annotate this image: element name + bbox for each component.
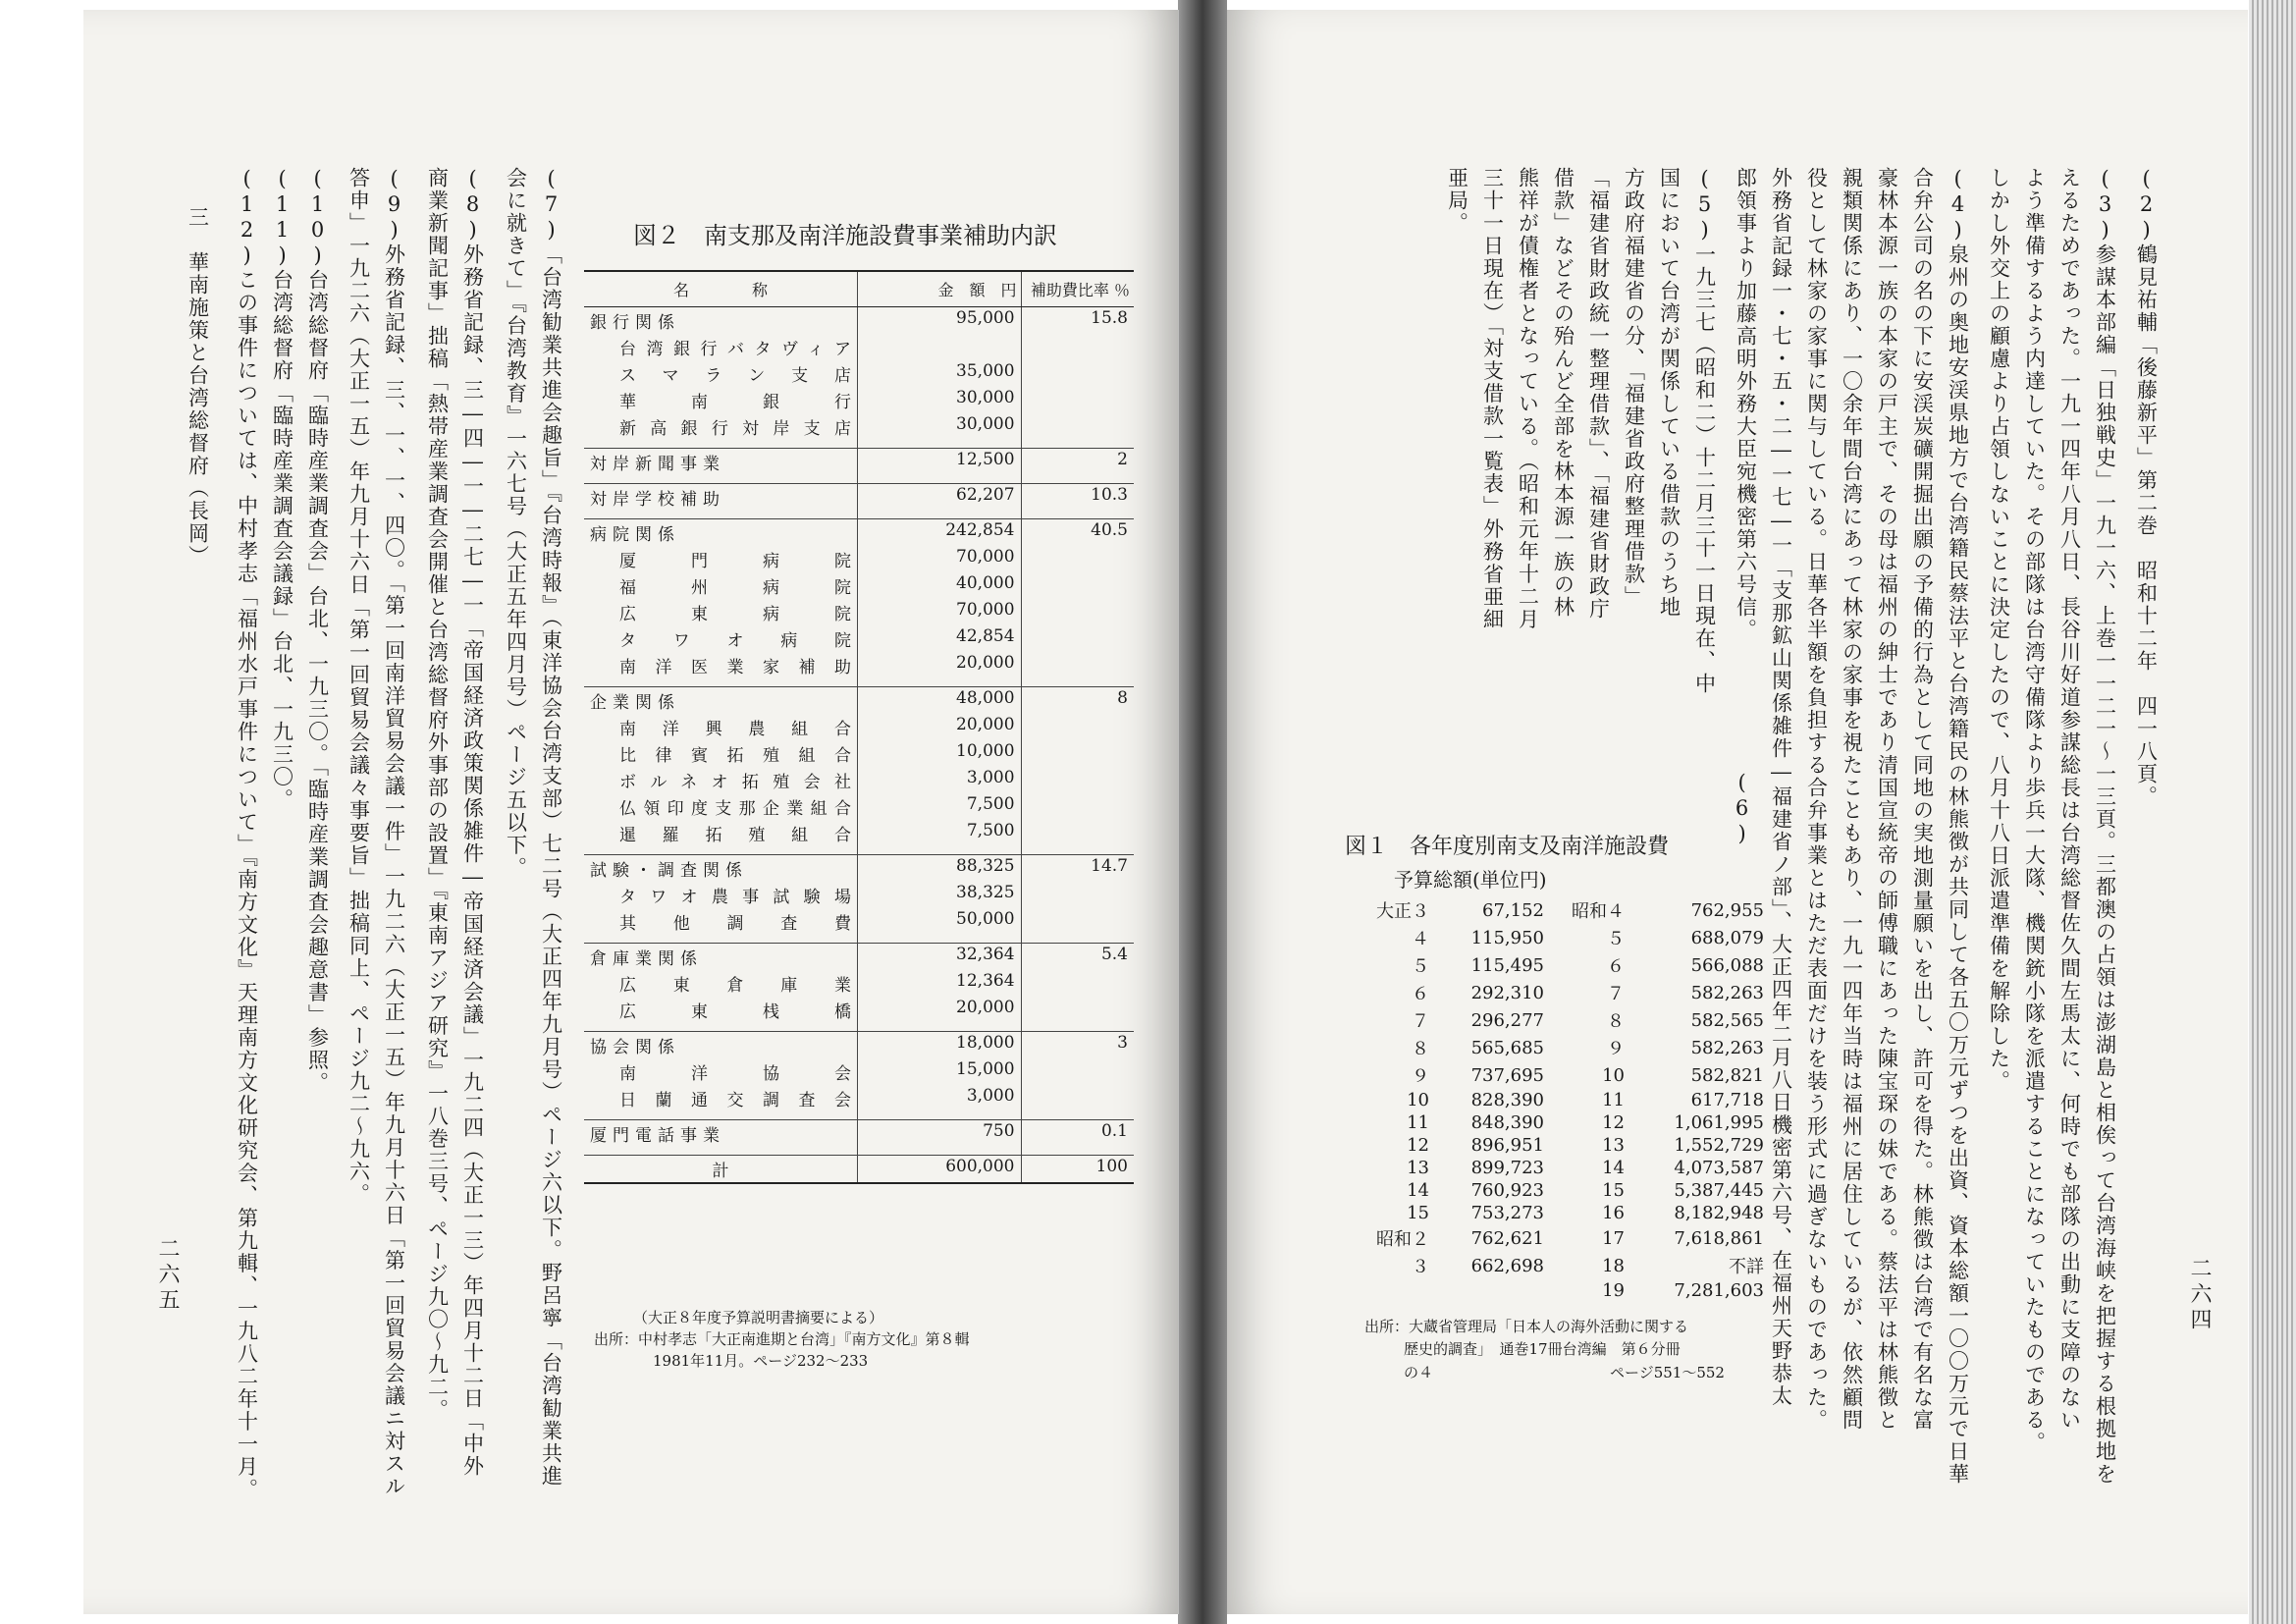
amount-cell: 38,325 <box>857 882 1021 908</box>
year-cell <box>1355 1279 1435 1302</box>
amount-cell: 40,000 <box>857 572 1021 599</box>
table-row <box>1355 1134 1770 1157</box>
note-line: 熊祥が債権者となっている。（昭和元年十二月 <box>1516 167 1540 631</box>
amount-cell: 10,000 <box>857 740 1021 767</box>
note-line: (5)一九三七（昭和二）十二月三十一日現在、中 <box>1692 167 1717 695</box>
table-row <box>584 334 1134 360</box>
table-row <box>584 387 1134 413</box>
year-cell: 17 <box>1602 1227 1625 1249</box>
note-marker: (4) <box>1946 167 1970 244</box>
table-row <box>584 484 1134 512</box>
table-row <box>584 687 1134 715</box>
table-row <box>584 599 1134 625</box>
table-row <box>1355 1034 1770 1061</box>
table-row <box>1355 924 1770 951</box>
item-name: 福州病院 <box>619 578 851 598</box>
table-group <box>584 484 1134 519</box>
ratio-cell: 15.8 <box>1091 308 1128 328</box>
running-head: 三 華南施策と台湾総督府（長岡） <box>186 206 210 568</box>
note-line: 外務省記録一・七・五・二―一七―一「支那鉱山関係雑件―福建省ノ部」、大正四年二月八日機密第六号、在福州天野恭太 <box>1769 167 1793 1408</box>
fig1-table <box>1355 896 1770 1302</box>
value-cell: 760,923 <box>1470 1180 1544 1201</box>
table-row <box>584 1032 1134 1059</box>
table-row <box>584 882 1134 908</box>
note-line: (10)台湾総督府「臨時産業調査会」台北、一九三〇。「臨時産業調査会趣意書」参照。 <box>305 167 330 1095</box>
table-row <box>584 546 1134 572</box>
right-page <box>1227 10 2248 1614</box>
table-row <box>584 767 1134 793</box>
table-row <box>1355 1252 1770 1279</box>
category-name: 病院関係 <box>584 519 857 547</box>
table-group <box>584 687 1134 855</box>
fig2-title: 図２ 南支那及南洋施設費事業補助内訳 <box>633 222 1057 249</box>
total-ratio: 100 <box>1095 1157 1128 1176</box>
table-group <box>584 449 1134 484</box>
table-row <box>1355 1111 1770 1134</box>
note-line: しかし外交上の顧慮より占領しないことに決定したので、八月十八日派遣準備を解除した。 <box>1987 167 2011 1093</box>
amount-cell: 32,364 <box>857 944 1021 971</box>
note-marker: (9) <box>382 167 406 244</box>
page-edges <box>2249 0 2296 1624</box>
year-cell: ４ <box>1412 929 1429 949</box>
fig1 <box>1345 830 1770 1302</box>
value-cell: 4,073,587 <box>1674 1158 1764 1178</box>
amount-cell: 750 <box>857 1120 1021 1148</box>
note-line: (8)外務省記録、三―四―一―二七―一「帝国経済政策関係雑件―帝国経済会議」一九二四（大正一三）年四月十二日「中外 <box>460 167 485 1478</box>
amount-cell: 50,000 <box>857 908 1021 935</box>
item-name: 台湾銀行バタヴィア <box>619 340 851 359</box>
item-name: 新高銀行対岸支店 <box>619 419 851 439</box>
table-row <box>584 413 1134 440</box>
amount-cell: 95,000 <box>857 307 1021 335</box>
amount-cell: 30,000 <box>857 413 1021 440</box>
value-cell: 582,263 <box>1690 1037 1764 1058</box>
value-cell: 5,387,445 <box>1674 1180 1764 1201</box>
item-name: タワオ病院 <box>619 631 851 651</box>
table-row <box>584 307 1134 335</box>
amount-cell: 70,000 <box>857 599 1021 625</box>
item-name: 仏領印度支那企業組合 <box>619 799 851 819</box>
note-line: 郎領事より加藤高明外務大臣宛機密第六号信。 <box>1734 167 1758 641</box>
category-name: 銀行関係 <box>584 307 857 335</box>
year-cell: 12 <box>1407 1135 1429 1156</box>
header-name: 名 称 <box>584 271 857 307</box>
table-row <box>584 572 1134 599</box>
note-line: 三十一日現在）「対支借款一覧表」外務省亜細 <box>1480 167 1505 631</box>
table-row <box>584 449 1134 476</box>
table-row <box>584 360 1134 387</box>
amount-cell: 12,500 <box>857 449 1021 476</box>
table-row <box>1355 979 1770 1006</box>
note-marker: (8) <box>460 167 485 244</box>
year-cell: ５ <box>1607 929 1625 949</box>
note-marker: (10) <box>305 167 330 269</box>
amount-cell: 20,000 <box>857 997 1021 1023</box>
value-cell: 828,390 <box>1470 1090 1544 1110</box>
note-line: (2)鶴見祐輔「後藤新平」第二巻 昭和十二年 四一八頁。 <box>2134 167 2159 808</box>
table-group <box>584 944 1134 1032</box>
category-name: 試験・調査関係 <box>584 855 857 883</box>
year-cell: ８ <box>1607 1011 1625 1032</box>
year-cell: 昭和２ <box>1376 1229 1429 1250</box>
value-cell: 1,552,729 <box>1674 1135 1764 1156</box>
ratio-cell: 2 <box>1117 450 1128 469</box>
note-line: 亜局。 <box>1445 167 1469 235</box>
value-cell: 688,079 <box>1690 927 1764 948</box>
note-line: (7)「台湾勧業共進会趣旨」『台湾時報』（東洋協会台湾支部）七二号（大正四年九月号）ページ六以下。野呂寧「台湾勧業共進 <box>539 167 563 1488</box>
table-row <box>584 908 1134 935</box>
item-name: 広東桟橋 <box>619 1002 851 1022</box>
table-row <box>1355 1202 1770 1224</box>
value-cell: 7,618,861 <box>1674 1227 1764 1249</box>
table-row <box>584 1085 1134 1111</box>
item-name: 厦門病院 <box>619 552 851 571</box>
amount-cell: 3,000 <box>857 767 1021 793</box>
year-cell: 15 <box>1407 1203 1429 1223</box>
note-line: 借款」などその殆んど全部を林本源一族の林 <box>1551 167 1575 619</box>
table-row <box>584 1120 1134 1148</box>
table-row <box>584 652 1134 678</box>
year-cell: ９ <box>1607 1039 1625 1059</box>
note-line: 答申」一九二六（大正一五）年九月十六日「第一回貿易会議々事要旨」拙稿同上、ページ九二～九六。 <box>347 167 371 1206</box>
amount-cell: 12,364 <box>857 970 1021 997</box>
item-name: 南洋医業家補助 <box>619 658 851 677</box>
amount-cell: 42,854 <box>857 625 1021 652</box>
note-line: 役として林家の家事に関与している。日華各半額を負担する合弁事業とはただ表面だけを装う形式に過ぎないものであった。 <box>1804 167 1829 1432</box>
book-gutter <box>1178 0 1227 1624</box>
table-group <box>584 519 1134 687</box>
item-name: 広東倉庫業 <box>619 976 851 996</box>
note-line: (3)参謀本部編「日独戦史」一九一六、上巻一一二一～一三頁。三都澳の占領は澎湖島と相俟って台湾海峡を把握する根拠地を <box>2093 167 2117 1486</box>
year-cell: 19 <box>1602 1280 1625 1301</box>
table-row <box>584 944 1134 971</box>
total-row <box>584 1156 1134 1184</box>
table-row <box>584 1058 1134 1085</box>
value-cell: 115,950 <box>1470 927 1544 948</box>
note-line: (4)泉州の奥地安渓県地方で台湾籍民蔡法平と台湾籍民の林熊徴が共同して各五〇万元ずつを出資、資本総額一〇〇万元で日華 <box>1946 167 1970 1486</box>
header-ratio: 補助費比率 ％ <box>1021 271 1134 307</box>
table-row <box>584 519 1134 547</box>
value-cell: 899,723 <box>1470 1158 1544 1178</box>
value-cell: 115,495 <box>1470 954 1544 976</box>
value-cell: 8,182,948 <box>1674 1203 1764 1223</box>
note-line: えるためであった。一九一四年八月八日、長谷川好道参謀総長は台湾総督佐久間左馬太に、何時でも部隊の出動に支障のない <box>2057 167 2082 1432</box>
item-name: 日蘭通交調査会 <box>619 1091 851 1110</box>
year-cell: 10 <box>1602 1064 1625 1086</box>
note-line: 親類関係にあり、一〇余年間台湾にあって林家の家事を視たこともあり、一九一四年当時は福州に居住しているが、依然顧問 <box>1840 167 1864 1432</box>
item-name: 華南銀行 <box>619 393 851 412</box>
value-cell: 不詳 <box>1729 1257 1764 1277</box>
ratio-cell: 3 <box>1117 1033 1128 1053</box>
fig1-subtitle: 予算総額(単位円) <box>1394 868 1547 892</box>
table-row <box>1355 1006 1770 1034</box>
fig1-source-notes <box>1364 1316 1725 1384</box>
table-row <box>584 997 1134 1023</box>
year-cell: 10 <box>1407 1090 1429 1110</box>
table-row <box>584 793 1134 820</box>
ratio-cell: 40.5 <box>1091 520 1128 540</box>
table-row <box>1355 1089 1770 1111</box>
ratio-cell: 10.3 <box>1091 485 1128 505</box>
year-cell: ５ <box>1412 956 1429 977</box>
note-marker: (2) <box>2134 167 2159 244</box>
value-cell: 582,565 <box>1690 1009 1764 1031</box>
table-row <box>584 740 1134 767</box>
note-line: よう準備するよう内達していた。その部隊は台湾守備隊より歩兵一大隊、機関銃小隊を派遣することになっていたものである。 <box>2022 167 2047 1454</box>
table-header-row <box>584 271 1134 307</box>
fig2-source-notes <box>594 1308 970 1372</box>
ratio-cell: 8 <box>1117 688 1128 708</box>
value-cell: 737,695 <box>1470 1064 1544 1086</box>
amount-cell: 88,325 <box>857 855 1021 883</box>
year-cell: ７ <box>1607 984 1625 1004</box>
page-number: 二六四 <box>2187 1257 2212 1333</box>
amount-cell: 7,500 <box>857 820 1021 846</box>
left-page <box>83 10 1179 1614</box>
table-row <box>584 714 1134 740</box>
year-cell: ６ <box>1412 984 1429 1004</box>
year-cell: 15 <box>1602 1180 1625 1201</box>
amount-cell: 242,854 <box>857 519 1021 547</box>
note-marker: (7) <box>539 167 563 244</box>
amount-cell: 30,000 <box>857 387 1021 413</box>
value-cell: 896,951 <box>1470 1135 1544 1156</box>
amount-cell: 15,000 <box>857 1058 1021 1085</box>
table-group <box>584 855 1134 944</box>
table-row <box>1355 1061 1770 1089</box>
value-cell: 762,621 <box>1470 1227 1544 1249</box>
note-marker: (3) <box>2093 167 2117 244</box>
note-line: 「福建省財政統一整理借款」、「福建省財政庁 <box>1586 167 1611 621</box>
amount-cell: 20,000 <box>857 652 1021 678</box>
note-line: (9)外務省記録、三、一、一、四〇。「第一回南洋貿易会議一件」一九二六（大正一五）年九月十六日「第一回貿易会議ニ対スル <box>382 167 406 1498</box>
amount-cell: 48,000 <box>857 687 1021 715</box>
note-line: （大正８年度予算説明書摘要による） <box>633 1309 884 1326</box>
value-cell: 1,061,995 <box>1674 1112 1764 1133</box>
table-group <box>584 1120 1134 1156</box>
year-cell: ３ <box>1412 1257 1429 1277</box>
note-line: 1981年11月。ページ232～233 <box>653 1351 869 1370</box>
note-line: 出所：中村孝志「大正南進期と台湾」『南方文化』第８輯 <box>594 1329 970 1348</box>
item-name: 南洋協会 <box>619 1064 851 1084</box>
table-row <box>1355 1179 1770 1202</box>
year-cell: 昭和４ <box>1572 901 1625 922</box>
value-cell: 848,390 <box>1470 1112 1544 1133</box>
value-cell: 582,263 <box>1690 982 1764 1003</box>
table-row <box>1355 1157 1770 1179</box>
page-number: 二六五 <box>155 1237 180 1314</box>
year-cell: 13 <box>1602 1135 1625 1156</box>
note-line: 方政府福建省の分、「福建省政府整理借款」 <box>1622 167 1646 609</box>
note-marker: (12) <box>235 167 259 269</box>
year-cell: 14 <box>1602 1158 1625 1178</box>
amount-cell: 3,000 <box>857 1085 1021 1111</box>
table-row <box>584 625 1134 652</box>
category-name: 対岸新聞事業 <box>584 449 857 476</box>
ratio-cell: 5.4 <box>1100 945 1128 964</box>
value-cell <box>1435 1279 1550 1302</box>
value-cell: 7,281,603 <box>1674 1280 1764 1301</box>
note-line: (12)この事件については、中村孝志「福州水戸事件について」『南方文化』天理南方文化研究会、第九輯、一九八二年十一月。 <box>235 167 259 1501</box>
value-cell: 753,273 <box>1470 1203 1544 1223</box>
ratio-cell: 0.1 <box>1100 1121 1128 1141</box>
value-cell: 67,152 <box>1482 899 1544 921</box>
fig2-table <box>584 270 1134 1184</box>
year-cell: 大正３ <box>1376 901 1429 922</box>
year-cell: 16 <box>1602 1203 1625 1223</box>
total-label: 計 <box>584 1156 857 1184</box>
note-line: の４ ページ551～552 <box>1404 1363 1725 1381</box>
note-line: 合弁公司の名の下に安渓炭礦開掘出願の予備的行為として同地の実地測量願いを出し、許可を得た。林熊徴は台湾で有名な富 <box>1910 167 1935 1432</box>
table-row <box>1355 951 1770 979</box>
year-cell: ６ <box>1607 956 1625 977</box>
item-name: 其他調査費 <box>619 914 851 934</box>
table-row <box>1355 896 1770 924</box>
category-name: 企業関係 <box>584 687 857 715</box>
item-name: スマラン支店 <box>619 366 851 386</box>
note-marker: (11) <box>270 167 294 269</box>
year-cell: 18 <box>1602 1255 1625 1276</box>
note-line: (11)台湾総督府「臨時産業調査会議録」台北、一九三〇。 <box>270 167 294 811</box>
table-group <box>584 1032 1134 1120</box>
table-row <box>584 820 1134 846</box>
category-name: 厦門電話事業 <box>584 1120 857 1148</box>
note-line: 商業新聞記事」拙稿「熱帯産業調査会開催と台湾総督府外事部の設置」『東南アジア研究』一八巻三号、ページ九〇～九二。 <box>425 167 450 1422</box>
item-name: 南洋興農組合 <box>619 720 851 739</box>
category-name: 協会関係 <box>584 1032 857 1059</box>
amount-cell: 35,000 <box>857 360 1021 387</box>
value-cell: 296,277 <box>1470 1009 1544 1031</box>
year-cell: ９ <box>1412 1066 1429 1087</box>
amount-cell: 70,000 <box>857 546 1021 572</box>
value-cell: 617,718 <box>1690 1090 1764 1110</box>
year-cell: 13 <box>1407 1158 1429 1178</box>
amount-cell: 7,500 <box>857 793 1021 820</box>
header-amount: 金 額 円 <box>857 271 1021 307</box>
value-cell: 292,310 <box>1470 982 1544 1003</box>
value-cell: 565,685 <box>1470 1037 1544 1058</box>
item-name: ボルネオ拓殖会社 <box>619 773 851 792</box>
note-line: 出所：大蔵省管理局「日本人の海外活動に関する <box>1364 1318 1689 1335</box>
total-amount: 600,000 <box>857 1156 1021 1184</box>
year-cell: ８ <box>1412 1039 1429 1059</box>
fig1-title: 図１ 各年度別南支及南洋施設費 <box>1345 835 1670 859</box>
year-cell: 11 <box>1407 1112 1429 1133</box>
year-cell: 11 <box>1602 1090 1625 1110</box>
category-name: 対岸学校補助 <box>584 484 857 512</box>
table-row <box>584 855 1134 883</box>
amount-cell <box>857 334 1021 360</box>
item-name: 広東病院 <box>619 605 851 624</box>
note-marker: (6) <box>1730 771 1754 847</box>
table-row <box>1355 1224 1770 1252</box>
ratio-cell: 14.7 <box>1091 856 1128 876</box>
value-cell: 566,088 <box>1690 954 1764 976</box>
note-line: 歴史的調査」 通巻17冊台湾編 第６分冊 <box>1404 1340 1681 1359</box>
amount-cell: 18,000 <box>857 1032 1021 1059</box>
item-name: 暹羅拓殖組合 <box>619 826 851 845</box>
category-name: 倉庫業関係 <box>584 944 857 971</box>
note-line: 国において台湾が関係している借款のうち地 <box>1657 167 1682 619</box>
table-group <box>584 307 1134 449</box>
value-cell: 662,698 <box>1470 1255 1544 1276</box>
amount-cell: 20,000 <box>857 714 1021 740</box>
note-line: 豪林本源一族の本家の戸主で、その母は福州の紳士であり清国宣統帝の師傅職にあった陳宝琛の妹である。蔡法平は林熊徴と <box>1875 167 1899 1432</box>
value-cell: 762,955 <box>1690 899 1764 921</box>
table-row <box>584 970 1134 997</box>
year-cell: ７ <box>1412 1011 1429 1032</box>
year-cell: 14 <box>1407 1180 1429 1201</box>
year-cell: 12 <box>1602 1112 1625 1133</box>
amount-cell: 62,207 <box>857 484 1021 512</box>
item-name: 比律賓拓殖組合 <box>619 746 851 766</box>
item-name: タワオ農事試験場 <box>619 888 851 907</box>
note-marker: (5) <box>1692 167 1717 244</box>
note-line: 会に就きて」『台湾教育』一六七号（大正五年四月号）ページ五以下。 <box>504 167 528 880</box>
value-cell: 582,821 <box>1690 1064 1764 1086</box>
table-row <box>1355 1279 1770 1302</box>
